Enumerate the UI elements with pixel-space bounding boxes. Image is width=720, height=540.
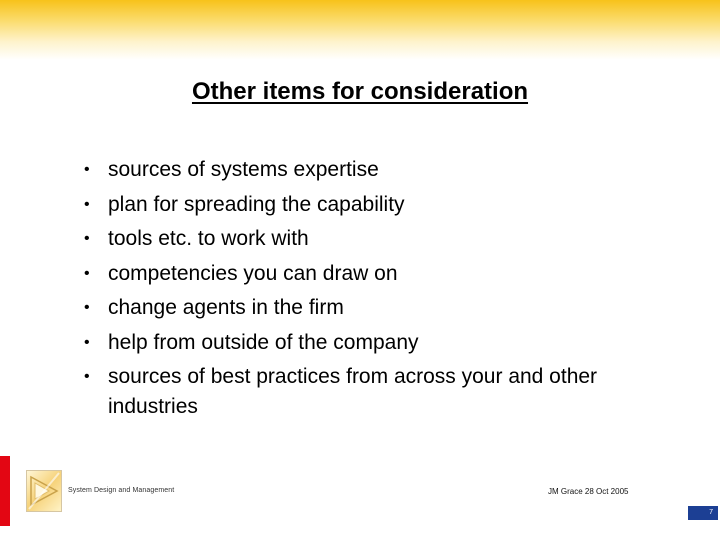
bullet-text: tools etc. to work with xyxy=(108,227,309,250)
list-item xyxy=(84,362,684,421)
bullet-text: help from outside of the company xyxy=(108,330,419,354)
list-item xyxy=(84,259,684,289)
bullet-text: competencies you can draw on xyxy=(108,261,398,285)
list-item xyxy=(84,293,684,323)
bullet-icon: • xyxy=(84,333,90,351)
sdm-logo-icon xyxy=(26,470,62,512)
bullet-icon: • xyxy=(84,230,90,247)
list-item xyxy=(84,155,684,185)
list-item xyxy=(84,328,684,358)
page-number-badge xyxy=(688,506,718,520)
bullet-icon: • xyxy=(84,368,90,385)
brand-name: System Design and Management xyxy=(68,487,175,494)
bullet-icon: • xyxy=(84,299,90,316)
author-date: JM Grace 28 Oct 2005 xyxy=(548,487,629,496)
list-item xyxy=(84,224,684,254)
bullet-text: change agents in the firm xyxy=(108,296,344,319)
bullet-icon: • xyxy=(84,264,90,282)
page-number: 7 xyxy=(709,509,713,516)
header-gradient-band xyxy=(0,0,720,60)
bullet-icon: • xyxy=(84,195,90,213)
bullet-text: sources of systems expertise xyxy=(108,158,379,181)
list-item xyxy=(84,190,684,220)
bullet-text: sources of best practices from across your and other industries xyxy=(108,365,598,418)
bullet-icon: • xyxy=(84,161,90,178)
accent-red-bar xyxy=(0,456,10,526)
slide-title: Other items for consideration xyxy=(191,78,529,105)
bullet-list xyxy=(84,155,684,426)
bullet-text: plan for spreading the capability xyxy=(108,192,405,216)
